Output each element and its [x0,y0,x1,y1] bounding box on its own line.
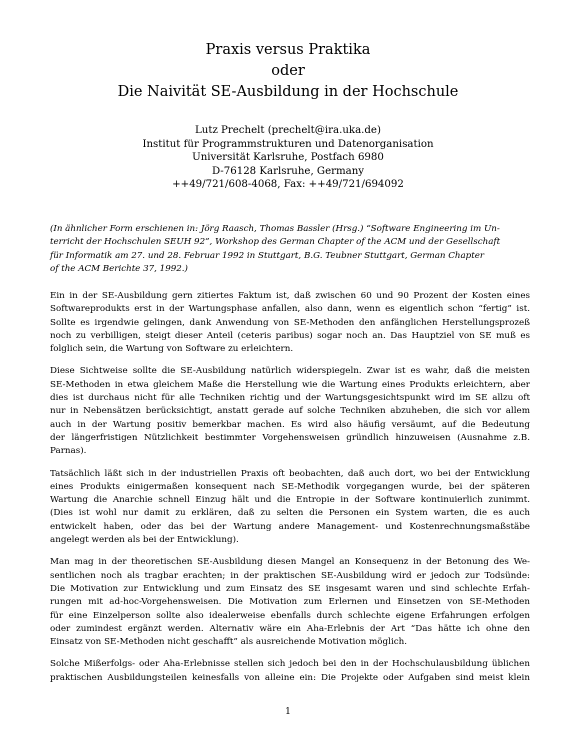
text-line: Tatsächlich läßt sich in der industriellen Praxis oft beobachten, daß auch dort, wo bei der Entwicklung [50,468,530,479]
text-line: entwickelt haben, oder das bei der Wartung andere Management- und Kostenrechnungsmaßstäbe [50,521,530,532]
text-line: Sollte es irgendwie gelingen, dank Anwendung von SE-Methoden den anfänglichen Herstellungsprozeß [50,317,530,328]
text-line: noch zu verbilligen, steigt dieser Anteil (ceteris paribus) sogar noch an. Das Hauptziel von SE muß es [50,330,530,341]
text-line: Die Motivation zur Entwicklung und zum Einsatz des SE insgesamt waren und sind schlechte Erfah- [50,583,530,594]
text-line: Parnas). [50,446,87,457]
paragraph-5 [50,658,530,685]
author-address: D-76128 Karlsruhe, Germany [211,165,365,177]
text-line: dies ist durchaus nicht für alle Techniken richtig und der Wartungsgesichtspunkt wird im SE allzu oft [50,393,530,404]
text-line: Man mag in der theoretischen SE-Ausbildung diesen Mangel an Konsequenz in der Betonung des We- [50,557,530,568]
text-line: Wartung die Anarchie schnell Einzug hält und die Entropie in der Software kontinuierlich zunimmt. [50,495,530,506]
text-line: Ein in der SE-Ausbildung gern zitiertes Faktum ist, daß zwischen 60 und 90 Prozent der Kosten eines [50,291,530,301]
text-line: rungen mit ad-hoc-Vorgehensweisen. Die Motivation zum Erlernen und Einsetzen von SE-Methoden [50,597,530,608]
text-line: (Dies ist wohl nur damit zu erklären, daß zu selten die Personen ein System warten, die es auch [50,508,530,519]
text-line: oder zumindest ergänzt werden. Alternativ wäre ein Aha-Erlebnis der Art “Das hätte ich ohne den [50,623,530,634]
note-line: terricht der Hochschulen SEUH 92”, Workshop des German Chapter of the ACM und der Gesellschaft [50,237,501,248]
paragraph-2 [50,365,530,458]
paragraph-4 [50,556,530,649]
page-number: 1 [285,707,291,717]
text-line: auch in der Wartung positiv bemerkbar machen. Es wird also häufig versäumt, auf die Bedeutung [50,419,530,430]
text-line: folglich sein, die Wartung von Software zu erleichtern. [50,344,294,355]
author-institute: Institut für Programmstrukturen und Datenorganisation [142,138,434,150]
text-line: eines Produkts einigermaßen konsequent nach SE-Methodik vorgegangen wurde, bei der späteren [50,481,530,492]
title-line-1: Praxis versus Praktika [205,42,371,58]
author-name: Lutz Prechelt (prechelt@ira.uka.de) [195,125,381,136]
text-line: Einsatz von SE-Methoden nicht geschafft” als ausreichende Motivation möglich. [50,637,408,648]
text-line: nur in Nebensätzen berücksichtigt, anstatt gerade auf solche Techniken abzuheben, die sich vor allem [50,406,530,417]
text-line: praktischen Ausbildungsteilen keinesfalls von alleine ein: Die Projekte oder Aufgaben sind meist klein [50,672,530,683]
title-line-3: Die Naivität SE-Ausbildung in der Hochschule [117,84,459,100]
author-phone: ++49/721/608-4068, Fax: ++49/721/694092 [172,179,404,190]
text-line: SE-Methoden in etwa gleichem Maße die Herstellung wie die Wartung eines Produkts erleichtern, aber [50,379,530,390]
author-block [0,124,576,192]
paragraph-1 [50,290,530,356]
body-text [50,290,530,694]
text-line: Solche Mißerfolgs- oder Aha-Erlebnisse stellen sich jedoch bei den in der Hochschulausbildung üblichen [50,659,530,670]
text-line: Softwareprodukts erst in der Wartungsphase anfallen, also dann, wenn es eigentlich schon “fertig” ist. [50,304,530,315]
text-line: für eine Einzelperson sollte also idealerweise ebenfalls durch schlechte eigene Erfahrungen erfolgen [50,610,530,621]
publication-note [50,223,530,276]
author-university: Universität Karlsruhe, Postfach 6980 [192,152,384,163]
note-line: für Informatik am 27. und 28. Februar 1992 in Stuttgart, B.G. Teubner Stuttgart, German Chapter [50,250,485,261]
paragraph-3 [50,468,530,548]
note-line: of the ACM Berichte 37, 1992.) [50,263,188,274]
paper-title [0,40,576,103]
title-line-2: oder [271,63,305,79]
text-line: Diese Sichtweise sollte die SE-Ausbildung natürlich widerspiegeln. Zwar ist es wahr, daß die meisten [50,366,530,377]
text-line: angelegt werden als bei der Entwicklung). [50,535,239,546]
note-line: (In ähnlicher Form erschienen in: Jörg Raasch, Thomas Bassler (Hrsg.) “Software Engineering im Un- [50,224,500,234]
text-line: der längerfristigen Nützlichkeit bestimmter Vorgehensweisen gründlich hinzuweisen (Ausnahme z.B. [50,432,530,443]
text-line: sentlichen noch als tragbar erachten; in der praktischen SE-Ausbildung wird er jedoch zur Todsünde: [50,570,530,581]
